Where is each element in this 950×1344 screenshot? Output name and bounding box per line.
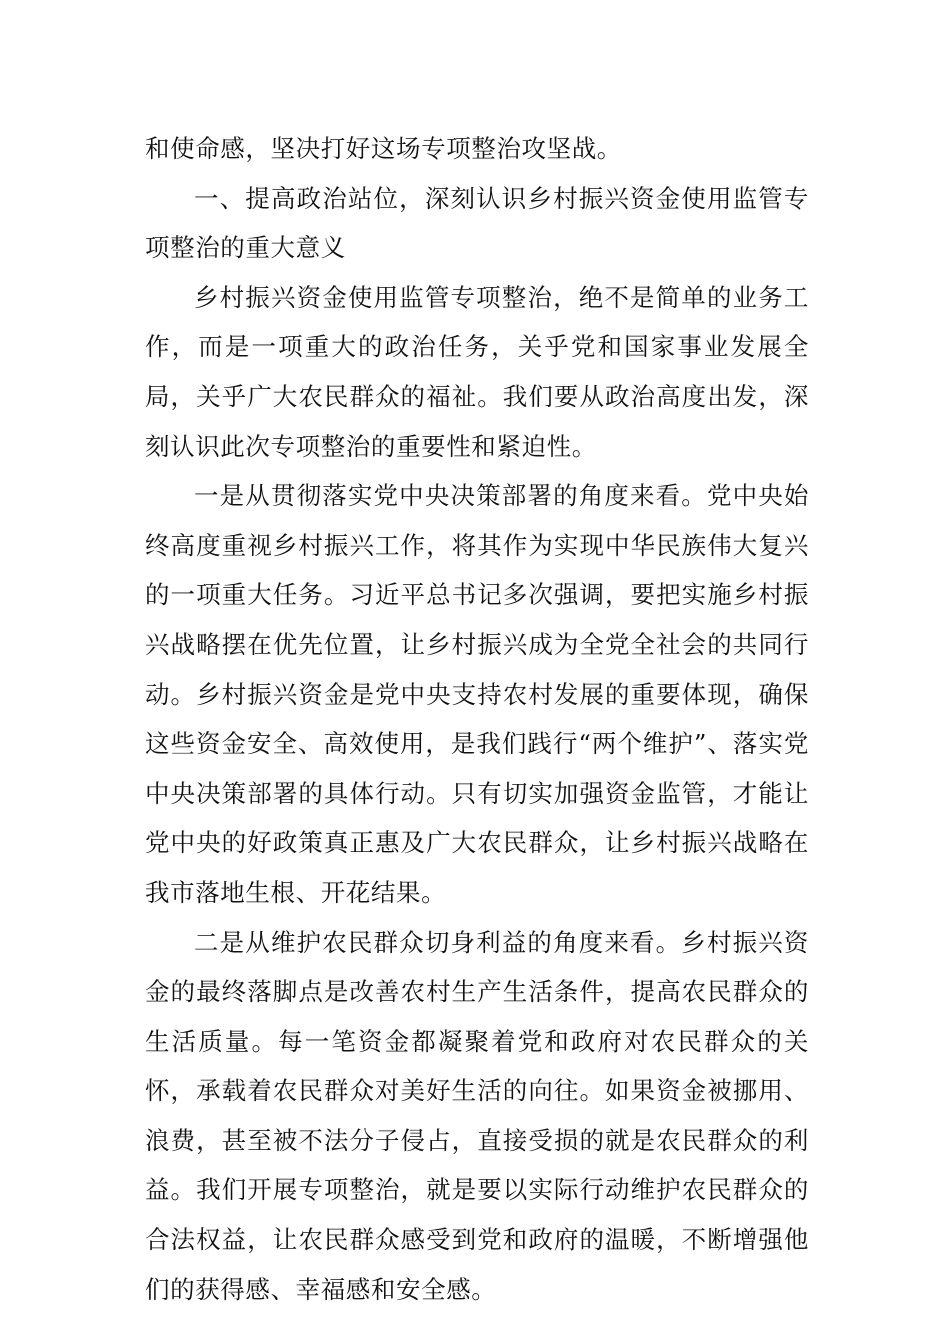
paragraph-point-one: 一是从贯彻落实党中央决策部署的角度来看。党中央始终高度重视乡村振兴工作，将其作为实现中华民族伟大复兴的一项重大任务。习近平总书记多次强调，要把实施乡村振兴战略摆在优先位置，让乡村振兴成为全党全社会的共同行动。乡村振兴资金是党中央支持农村发展的重要体现，确保这些资金安全、高效使用，是我们践行“两个维护”、落实党中央决策部署的具体行动。只有切实加强资金监管，才能让党中央的好政策真正惠及广大农民群众，让乡村振兴战略在我市落地生根、开花结果。: [145, 481, 809, 907]
document-body: [145, 124, 809, 1314]
section-heading: 一、提高政治站位，深刻认识乡村振兴资金使用监管专项整治的重大意义: [145, 183, 809, 263]
paragraph-continuation: 和使命感，坚决打好这场专项整治攻坚战。: [145, 134, 622, 163]
paragraph-intro: 乡村振兴资金使用监管专项整治，绝不是简单的业务工作，而是一项重大的政治任务，关乎党和国家事业发展全局，关乎广大农民群众的福祉。我们要从政治高度出发，深刻认识此次专项整治的重要性和紧迫性。: [145, 282, 809, 461]
paragraph-point-two: 二是从维护农民群众切身利益的角度来看。乡村振兴资金的最终落脚点是改善农村生产生活条件，提高农民群众的生活质量。每一笔资金都凝聚着党和政府对农民群众的关怀，承载着农民群众对美好生活的向往。如果资金被挪用、浪费，甚至被不法分子侵占，直接受损的就是农民群众的利益。我们开展专项整治，就是要以实际行动维护农民群众的合法权益，让农民群众感受到党和政府的温暖，不断增强他们的获得感、幸福感和安全感。: [145, 927, 809, 1304]
